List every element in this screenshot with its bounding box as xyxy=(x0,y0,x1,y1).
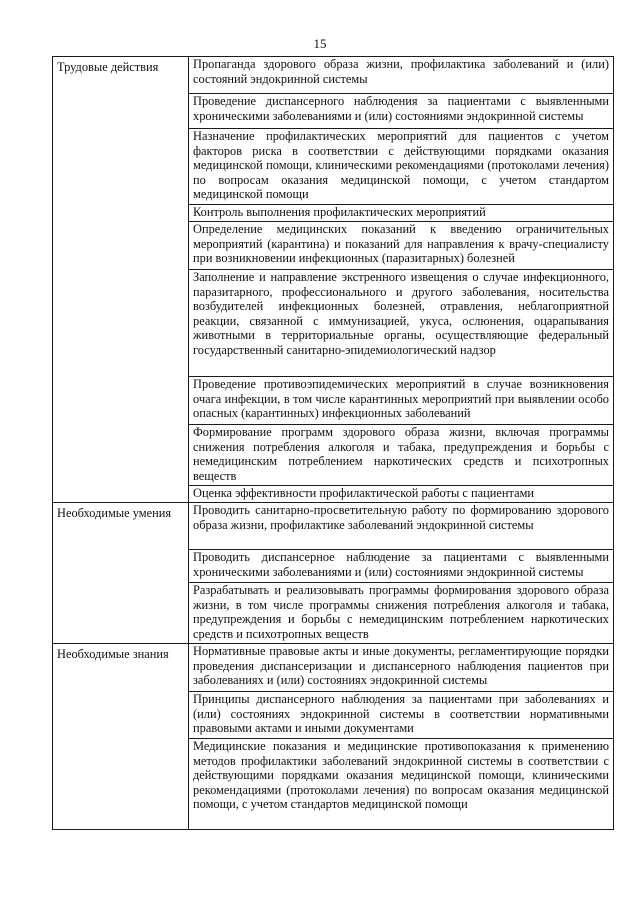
competency-table xyxy=(52,56,614,830)
table-cell: Назначение профилактических мероприятий для пациентов с учетом факторов риска в соответствии с действующими порядками оказания медицинской помощи, клиническими рекомендациями (протоколами лечения) по вопросам оказания медицинской помощи, с учетом стандартом медицинской помощи xyxy=(189,129,614,205)
table-cell: Контроль выполнения профилактических мероприятий xyxy=(189,205,614,222)
table-cell: Принципы диспансерного наблюдения за пациентами при заболеваниях и (или) состояниях эндокринной системы в соответствии нормативными правовыми актами и иными документами xyxy=(189,692,614,739)
table-cell: Проведение диспансерного наблюдения за пациентами с выявленными хроническими заболеваниями и (или) состояниями эндокринной системы xyxy=(189,94,614,129)
table-row xyxy=(53,57,614,94)
table-cell: Пропаганда здорового образа жизни, профилактика заболеваний и (или) состояний эндокринной системы xyxy=(189,57,614,94)
table-cell: Определение медицинских показаний к введению ограничительных мероприятий (карантина) и показаний для направления к врачу-специалисту при возникновении инфекционных (паразитарных) болезней xyxy=(189,222,614,270)
table-cell: Разрабатывать и реализовывать программы формирования здорового образа жизни, в том числе программы снижения потребления алкоголя и табака, предупреждения и борьбы с немедицинским потреблением наркотических средств и психотропных веществ xyxy=(189,583,614,644)
table-row xyxy=(53,644,614,692)
table-cell: Формирование программ здорового образа жизни, включая программы снижения потребления алкоголя и табака, предупреждения и борьбы с немедицинским потреблением наркотических средств и психотропных веществ xyxy=(189,425,614,486)
table-cell: Оценка эффективности профилактической работы с пациентами xyxy=(189,486,614,503)
table-cell: Медицинские показания и медицинские противопоказания к применению методов профилактики заболеваний эндокринной системы в соответствии с действующими порядками оказания медицинской помощи, клиническими рекомендациями (протоколами лечения) по вопросам оказания медицинской помощи, с учетом стандартов медицинской помощи xyxy=(189,739,614,830)
section-label-required-knowledge: Необходимые знания xyxy=(53,644,189,830)
section-label-required-skills: Необходимые умения xyxy=(53,503,189,644)
table-cell: Проведение противоэпидемических мероприятий в случае возникновения очага инфекции, в том числе карантинных мероприятий при выявлении особо опасных (карантинных) инфекционных заболеваний xyxy=(189,377,614,425)
table-cell: Проводить диспансерное наблюдение за пациентами с выявленными хроническими заболеваниями и (или) состояниями эндокринной системы xyxy=(189,550,614,583)
table-row xyxy=(53,503,614,550)
section-label-labor-actions: Трудовые действия xyxy=(53,57,189,503)
table-cell: Нормативные правовые акты и иные документы, регламентирующие порядки проведения диспансеризации и диспансерного наблюдения пациентов при заболеваниях и (или) состояниях эндокринной системы xyxy=(189,644,614,692)
table-cell: Заполнение и направление экстренного извещения о случае инфекционного, паразитарного, профессионального и другого заболевания, носительства возбудителей инфекционных болезней, отравления, неблагоприятной реакции, связанной с иммунизацией, укуса, ослюнения, оцарапывания животными в территориальные органы, осуществляющие федеральный государственный санитарно-эпидемиологический надзор xyxy=(189,270,614,377)
page-number: 15 xyxy=(313,36,327,51)
table-cell: Проводить санитарно-просветительную работу по формированию здорового образа жизни, профилактике заболеваний эндокринной системы xyxy=(189,503,614,550)
